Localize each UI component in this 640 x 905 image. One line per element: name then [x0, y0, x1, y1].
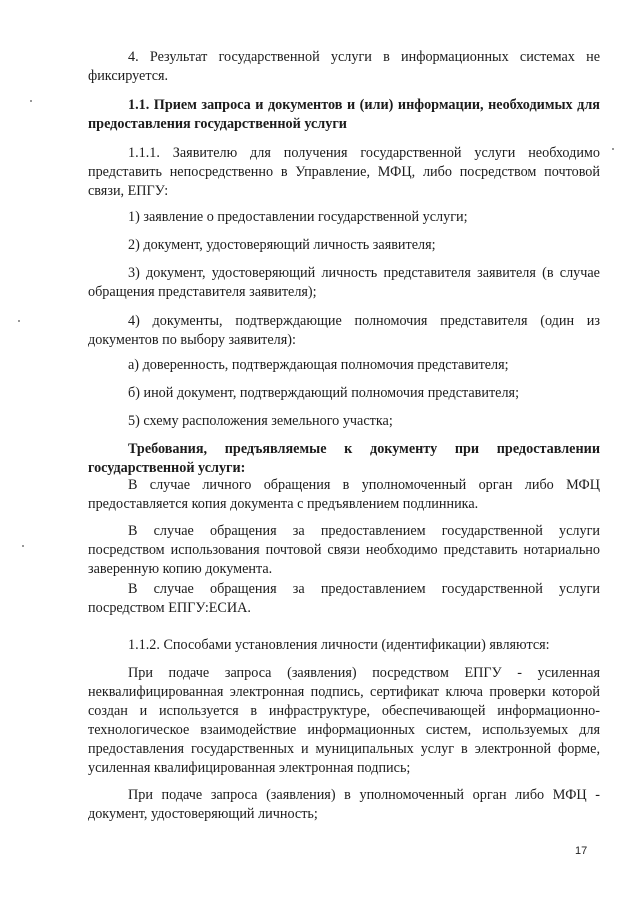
list-item-4: 4) документы, подтверждающие полномочия представителя (один из документов по выбору заявителя): [88, 313, 600, 348]
list-item-5: 5) схему расположения земельного участка; [128, 413, 393, 429]
scan-speck [18, 320, 20, 322]
list-item-2: 2) документ, удостоверяющий личность заявителя; [128, 237, 436, 253]
scan-speck [30, 100, 32, 102]
list-item-b: б) иной документ, подтверждающий полномочия представителя; [128, 385, 520, 401]
paragraph-result: 4. Результат государственной услуги в информационных системах не фиксируется. [88, 49, 600, 84]
paragraph-1-1-1: 1.1.1. Заявителю для получения государственной услуги необходимо представить непосредственно в Управление, МФЦ, либо посредством почтовой связи, ЕПГУ: [88, 145, 600, 199]
scan-speck [612, 148, 614, 150]
paragraph-postal: В случае обращения за предоставлением государственной услуги посредством использования почтовой связи необходимо представить нотариально заверенную копию документа. [88, 523, 600, 577]
paragraph-epgu: В случае обращения за предоставлением государственной услуги посредством ЕПГУ:ЕСИА. [88, 581, 600, 616]
paragraph-epgu-signature: При подаче запроса (заявления) посредством ЕПГУ - усиленная неквалифицированная электронная подпись, сертификат ключа проверки которой создан и используется в инфраструктуре, обеспечивающей информационно-технологическое взаимодействие информационных систем, используемых для предоставления государственных и муниципальных услуг в электронной форме, усиленная квалифицированная электронная подпись; [88, 665, 600, 776]
list-item-a: а) доверенность, подтверждающая полномочия представителя; [128, 357, 509, 373]
section-heading-requirements: Требования, предъявляемые к документу при предоставлении государственной услуги: [88, 441, 600, 476]
list-item-3: 3) документ, удостоверяющий личность представителя заявителя (в случае обращения представителя заявителя); [88, 265, 600, 300]
paragraph-personal-visit: В случае личного обращения в уполномоченный орган либо МФЦ предоставляется копия документа с предъявлением подлинника. [88, 477, 600, 512]
paragraph-1-1-2: 1.1.2. Способами установления личности (идентификации) являются: [128, 637, 550, 653]
section-heading-1-1: 1.1. Прием запроса и документов и (или) информации, необходимых для предоставления государственной услуги [88, 97, 600, 132]
page-number: 17 [575, 845, 588, 857]
list-item-1: 1) заявление о предоставлении государственной услуги; [128, 209, 468, 225]
paragraph-mfc-identity: При подаче запроса (заявления) в уполномоченный орган либо МФЦ - документ, удостоверяющий личность; [88, 787, 600, 822]
scan-speck [22, 545, 24, 547]
